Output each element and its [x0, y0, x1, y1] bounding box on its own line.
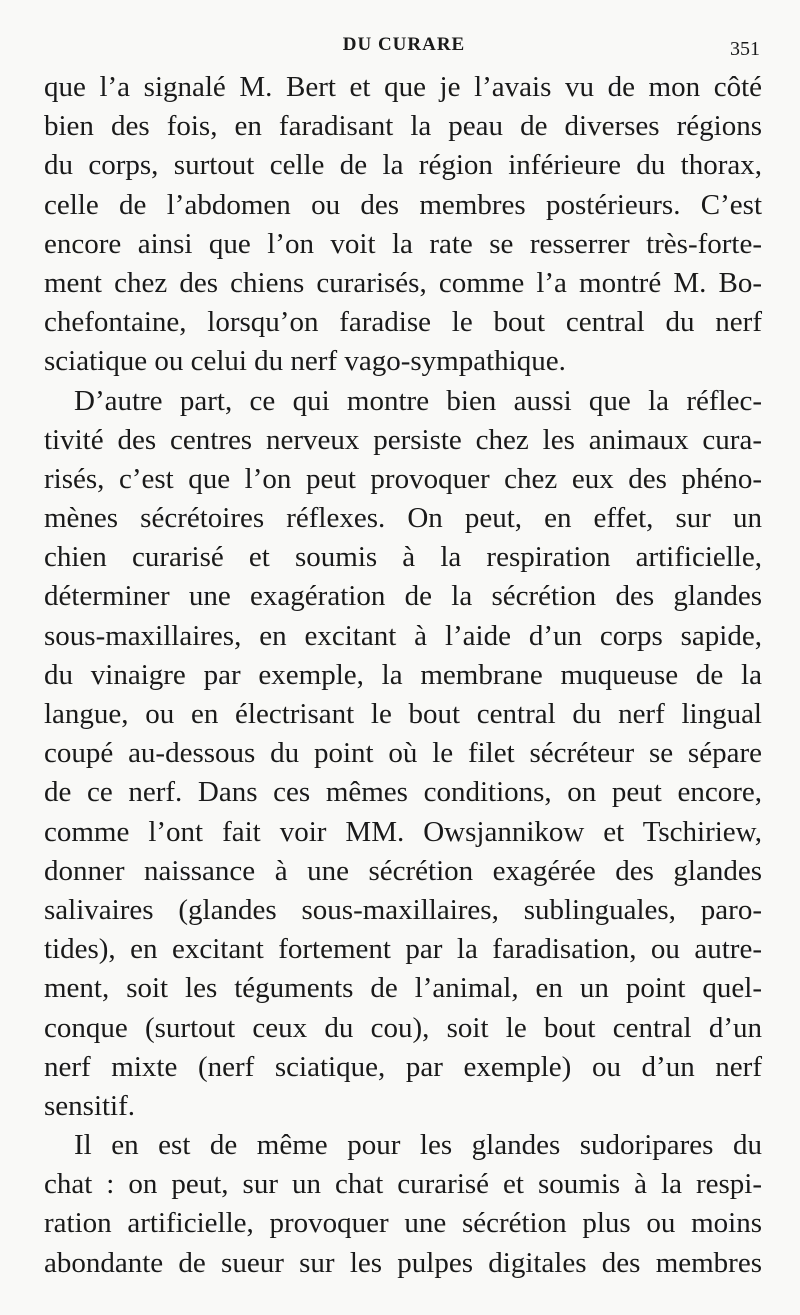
text-line: bien des fois, en faradisant la peau de diverses régions — [44, 110, 762, 143]
text-line: encore ainsi que l’on voit la rate se resserrer très-forte- — [44, 227, 762, 260]
text-line: ment, soit les téguments de l’animal, en un point quel- — [44, 972, 762, 1005]
text-line: de ce nerf. Dans ces mêmes conditions, on peut encore, — [44, 776, 762, 809]
text-line: tivité des centres nerveux persiste chez les animaux cura- — [44, 423, 762, 456]
text-line: Il en est de même pour les glandes sudoripares du — [74, 1129, 762, 1162]
text-line: sciatique ou celui du nerf vago-sympathique. — [44, 345, 566, 378]
text-line: conque (surtout ceux du cou), soit le bout central d’un — [44, 1011, 762, 1044]
text-line: ration artificielle, provoquer une sécrétion plus ou moins — [44, 1207, 762, 1240]
text-line: celle de l’abdomen ou des membres postérieurs. C’est — [44, 188, 762, 221]
text-line: du vinaigre par exemple, la membrane muqueuse de la — [44, 658, 762, 691]
running-head — [48, 30, 760, 64]
text-line: salivaires (glandes sous-maxillaires, sublinguales, paro- — [44, 893, 762, 926]
text-line: D’autre part, ce qui montre bien aussi que la réflec- — [74, 384, 762, 417]
body-text — [44, 68, 762, 1283]
text-line: ment chez des chiens curarisés, comme l’a montré M. Bo- — [44, 266, 762, 299]
text-line: mènes sécrétoires réflexes. On peut, en effet, sur un — [44, 502, 762, 535]
text-line: sensitif. — [44, 1089, 136, 1122]
text-line: coupé au-dessous du point où le filet sécréteur se sépare — [44, 737, 762, 770]
text-line: comme l’ont fait voir MM. Owsjannikow et Tschiriew, — [44, 815, 762, 848]
text-line: du corps, surtout celle de la région inférieure du thorax, — [44, 149, 762, 182]
text-line: donner naissance à une sécrétion exagérée des glandes — [44, 854, 762, 887]
text-line: chat : on peut, sur un chat curarisé et soumis à la respi- — [44, 1168, 762, 1201]
text-line: déterminer une exagération de la sécrétion des glandes — [44, 580, 762, 613]
text-line: tides), en excitant fortement par la faradisation, ou autre- — [44, 933, 762, 966]
page-number: 351 — [730, 38, 760, 60]
text-line: abondante de sueur sur les pulpes digitales des membres — [44, 1246, 762, 1279]
text-line: nerf mixte (nerf sciatique, par exemple) ou d’un nerf — [44, 1050, 762, 1083]
text-line: que l’a signalé M. Bert et que je l’avais vu de mon côté — [44, 71, 762, 103]
running-title: DU CURARE — [342, 34, 466, 55]
text-line: chien curarisé et soumis à la respiration artificielle, — [44, 541, 762, 574]
text-line: sous-maxillaires, en excitant à l’aide d’un corps sapide, — [44, 619, 762, 652]
text-line: chefontaine, lorsqu’on faradise le bout central du nerf — [44, 306, 762, 339]
text-line: risés, c’est que l’on peut provoquer chez eux des phéno- — [44, 462, 762, 495]
text-line: langue, ou en électrisant le bout central du nerf lingual — [44, 698, 762, 730]
